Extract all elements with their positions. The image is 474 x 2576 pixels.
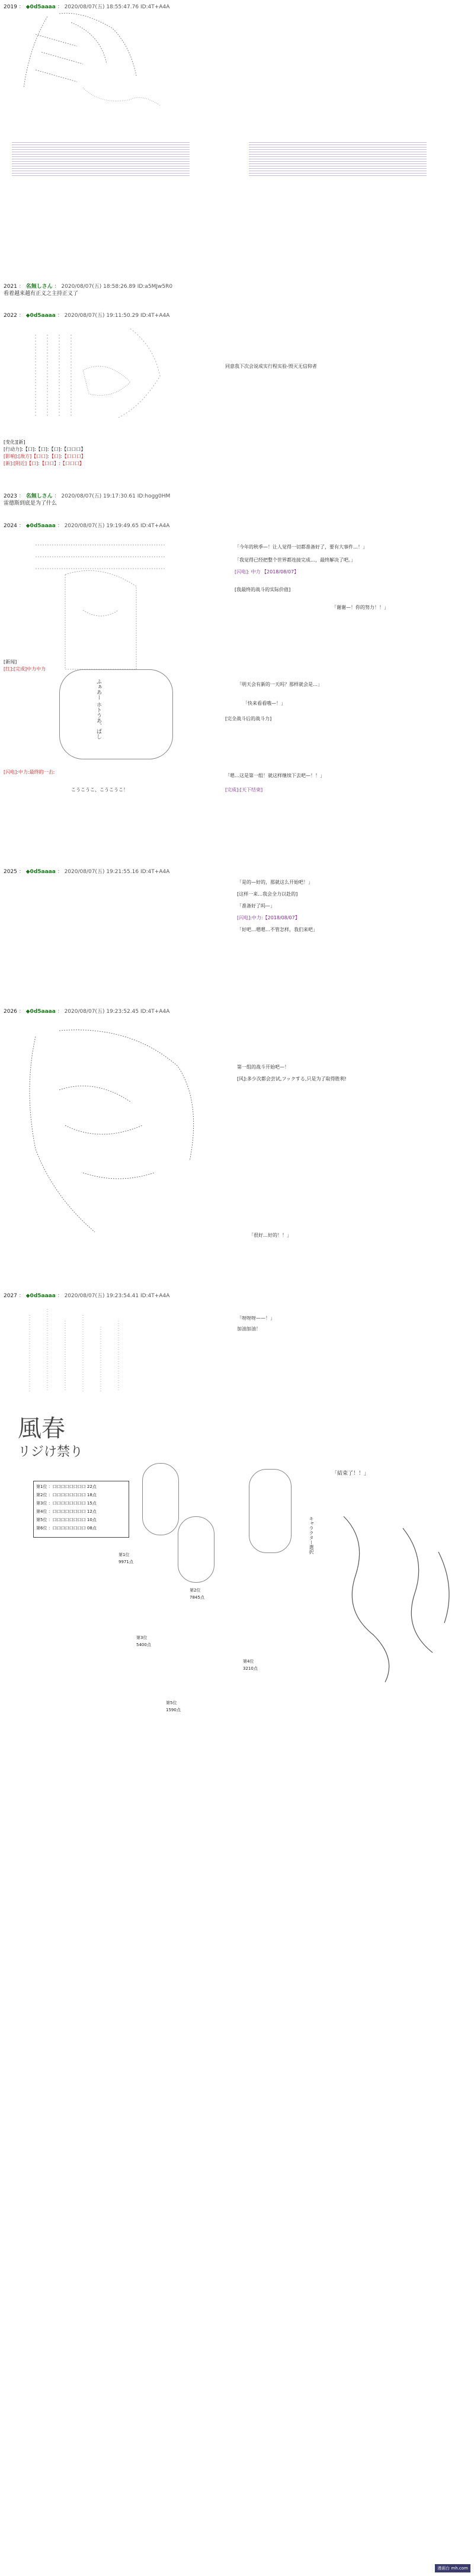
dialogue-line-2: [闪电]: 中力 【2018/08/07】	[235, 569, 299, 575]
speech-bubble	[142, 1463, 179, 1535]
post-comment: 雷德斯到底是为了什么	[4, 501, 57, 506]
post-header: 2024 ： ◆0d5aaaa ： 2020/08/07(五) 19:19:49.65 ID:4T+A4A	[4, 523, 170, 529]
rank-value: 9971点	[118, 1560, 133, 1564]
speech-bubble	[59, 669, 173, 759]
dialogue-line-0: 「今年的秋季—！让人觉得一切都准备好了，要有大事件…！」	[235, 544, 367, 550]
dialogue-line-1: 加油加油！	[237, 1326, 261, 1332]
dialogue-line-0: 第一组的战斗开始吧—！	[237, 1064, 289, 1070]
dialogue-line-1: 「我觉得已经把整个世界都连接完成…，最终解决了吧。」	[235, 557, 356, 563]
bottom-text: 「很好…好的！！」	[249, 1233, 292, 1238]
watermark-logo: 漫画台 mh.com	[435, 2564, 470, 2572]
footer-line-0: [闪电]:中力:最终的一击:	[4, 769, 55, 775]
rank-label: 第2位	[190, 1588, 201, 1593]
ascii-art-figure	[12, 11, 178, 129]
dialogue-line-4: 「好吧…嗯嗯…不管怎样，我们来吧」	[237, 927, 318, 932]
status-line-1: [行动力]:【口]:【口]:【口]:【口口口】	[4, 447, 86, 452]
rank-label: 第5位	[166, 1701, 177, 1705]
post-header: 2019 ： ◆0d5aaaa ： 2020/08/07(五) 18:55:47.76 ID:4T+A4A	[4, 4, 170, 10]
table-row: 第5位 ：口口口口口口口口 10点	[36, 1518, 97, 1522]
table-row: 第1位 ：口口口口口口口口 22点	[36, 1484, 97, 1489]
rank-label: 第4位	[243, 1659, 254, 1664]
dialogue-line-3: [我最终的战斗的实际价值]	[235, 587, 291, 592]
label-b: [红]:[完成]中力中力	[4, 666, 46, 672]
post-header: 2023 ： 名無しさん ： 2020/08/07(五) 19:17:30.61 ID:hogg0HM	[4, 493, 171, 499]
rank-value: 1590点	[166, 1708, 181, 1712]
rank-value: 5400点	[136, 1643, 151, 1647]
title-kanji: 風春	[18, 1415, 65, 1442]
ascii-art-figure	[18, 1303, 207, 1404]
table-row: 第2位 ：口口口口口口口口 18点	[36, 1493, 97, 1497]
dialogue-line-2: 「准备好了吗—」	[237, 903, 275, 909]
post-header: 2021 ： 名無しさん ： 2020/08/07(五) 18:58:26.89 ID:a5MJw5R0	[4, 284, 173, 290]
vertical-label: キャラクター選択	[309, 1516, 314, 1554]
footer-line-1: 「嗯…这是第一组！就这样继续下去吧—！！」	[225, 773, 325, 778]
ranking-table	[33, 1481, 129, 1538]
post-header: 2027 ： ◆0d5aaaa ： 2020/08/07(五) 19:23:54.41 ID:4T+A4A	[4, 1293, 170, 1299]
ascii-art-figure	[18, 539, 184, 687]
footer-bubble-text: こうこうこ、こうこうこ！	[71, 787, 128, 793]
narration-text: 同意我下次会说成实行程实验-毁灭无信仰者	[225, 364, 317, 369]
speech-bubble	[249, 1469, 292, 1553]
rank-label: 第3位	[136, 1635, 148, 1640]
post-header: 2026 ： ◆0d5aaaa ： 2020/08/07(五) 19:23:52.45 ID:4T+A4A	[4, 1009, 170, 1015]
shading-stripes	[12, 142, 190, 178]
post-comment: 看着越来越有正义之主持正义了	[4, 291, 79, 297]
status-under: [完全战斗后的战斗力]	[225, 716, 272, 721]
title-sub: リジけ禁り	[18, 1445, 84, 1459]
dialogue-line-1: [风]:多少次都会尝试,フックする,只是为了取得胜利!	[237, 1076, 347, 1082]
rank-value: 3210点	[243, 1666, 258, 1671]
dialogue-line-1: [这样一来…我会全力以赴的]	[237, 891, 298, 897]
ascii-art-figure	[12, 1019, 225, 1268]
status-line-2: [影响]:[敌方]【口口]:【口]:【口口口】	[4, 454, 86, 459]
label-a: [新闻]	[4, 659, 17, 665]
dialogue-line-4: 「谢谢—！你的努力！！」	[332, 605, 389, 610]
rank-value: 7845点	[190, 1595, 204, 1600]
status-line-3: [新]:[附近]【口]:【口口】:【口口口】	[4, 461, 84, 466]
shading-stripes	[249, 142, 427, 178]
speech-bubble	[178, 1516, 214, 1583]
post-header: 2022 ： ◆0d5aaaa ： 2020/08/07(五) 19:11:50.29 ID:4T+A4A	[4, 313, 170, 319]
table-row: 第6位 ：口口口口口口口口 08点	[36, 1526, 97, 1531]
footer-line-2: [完成]:[天下结束]	[225, 787, 263, 793]
post-header: 2025 ： ◆0d5aaaa ： 2020/08/07(五) 19:21:55.16 ID:4T+A4A	[4, 869, 170, 875]
dialogue-line-0: 「是的—好的，那就这么开始吧！」	[237, 880, 313, 885]
ascii-art-figure	[24, 323, 190, 429]
dialogue-line-3: [闪电]:中力:【2018/08/07】	[237, 915, 300, 920]
table-row: 第4位 ：口口口口口口口口 12点	[36, 1509, 97, 1514]
mid-text: 「明天会有新的一天吗？那样就会是…」	[237, 682, 322, 687]
bubble-vertical-text: ふぁあー ホトうあ、ぱし	[95, 679, 101, 739]
rank-label: 第1位	[118, 1552, 130, 1557]
end-text: 「結束了！！」	[332, 1471, 370, 1477]
table-row: 第3位 ：口口口口口口口口 15点	[36, 1501, 97, 1506]
dialogue-line-5: 「快来看看哦—！」	[243, 701, 286, 706]
dialogue-line-0: 「呀呀呀——！」	[237, 1316, 275, 1321]
handwriting-scribble	[332, 1504, 468, 1694]
status-line-0: [变化][新]	[4, 440, 25, 445]
